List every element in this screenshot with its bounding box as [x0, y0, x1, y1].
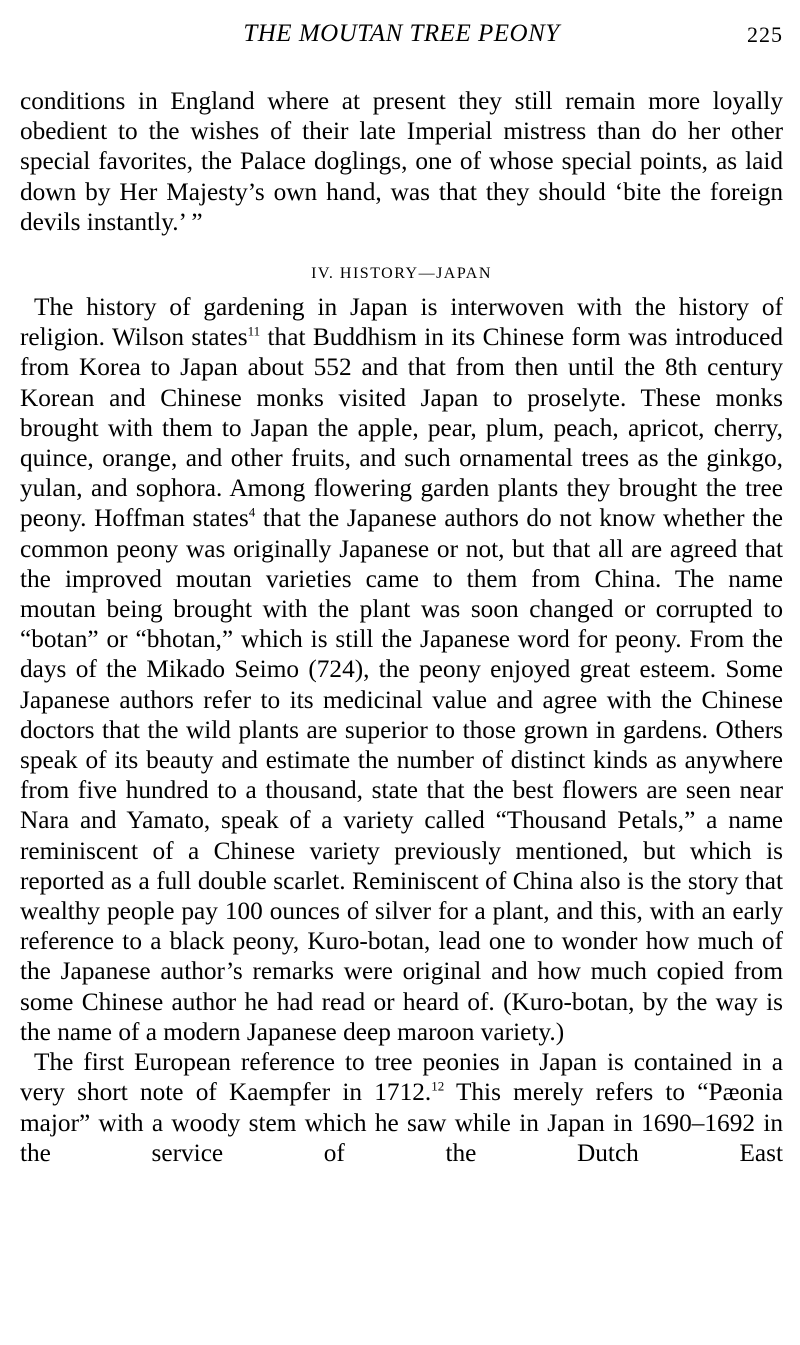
footnote-ref: 4 [248, 505, 256, 521]
footnote-ref: 12 [431, 1078, 445, 1094]
paragraph-text: that Buddhism in its Chinese form was introduced from Korea to Japan about 552 and that from then until the 8th century Korean and Chinese monks visited Japan to proselyte. These monks brought with them to Japan the apple, pear, plum, peach, apricot, cherry, quince, orange, and other fruits, and such ornamental trees as the ginkgo, yulan, and sophora. Among flowering garden plants they brought the tree peony. Hoffman states [20, 323, 784, 533]
book-page [20, 0, 783, 1168]
running-title: THE MOUTAN TREE PEONY [243, 20, 560, 47]
running-header [20, 0, 783, 46]
paragraph-continuation: conditions in England where at present they still remain more loyally obedient to the wishes of their late Imperial mistress than do her other special favorites, the Palace doglings, one of whose special points, as laid down by Her Majesty’s own hand, was that they should ‘bite the foreign devils instantly.’ ” [20, 87, 783, 236]
paragraph-history-japan [20, 292, 783, 1047]
paragraph-text: that the Japanese authors do not know whether the common peony was originally Japanese or not, but that all are agreed that the improved moutan varieties came to them from China. The name moutan being brought with the plant was soon changed or corrupted to “botan” or “bhotan,” which is still the Japanese word for peony. From the days of the Mikado Seimo (724), the peony enjoyed great esteem. Some Japanese authors refer to its medicinal value and agree with the Chinese doctors that the wild plants are superior to those grown in gardens. Others speak of its beauty and estimate the number of distinct kinds as anywhere from five hundred to a thousand, state that the best flowers are seen near Nara and Yamato, speak of a variety called “Thousand Petals,” a name reminiscent of a Chinese variety previously mentioned, but which is reported as a full double scarlet. Reminiscent of China also is the story that wealthy people pay 100 ounces of silver for a plant, and this, with an early reference to a black peony, Kuro-botan, lead one to wonder how much of the Japanese author’s remarks were original and how much copied from some Chinese author he had read or heard of. (Kuro-botan, by the way is the name of a modern Japanese deep maroon variety.) [20, 504, 783, 1046]
paragraph-european-reference [20, 1047, 783, 1168]
section-heading: IV. HISTORY—JAPAN [311, 265, 492, 283]
paragraph-text: This merely refers to “Pæonia major” with a woody stem which he saw while in Japan in 1690–1692 in the service of the Dutch East [20, 1078, 783, 1167]
footnote-ref: 11 [247, 323, 261, 339]
page-number: 225 [747, 22, 783, 47]
paragraph-text: The first European reference to tree peonies in Japan is contained in a very short note of Kaempfer in 1712. [20, 1048, 783, 1107]
paragraph-text: The history of gardening in Japan is interwoven with the history of religion. Wilson states [20, 293, 783, 352]
